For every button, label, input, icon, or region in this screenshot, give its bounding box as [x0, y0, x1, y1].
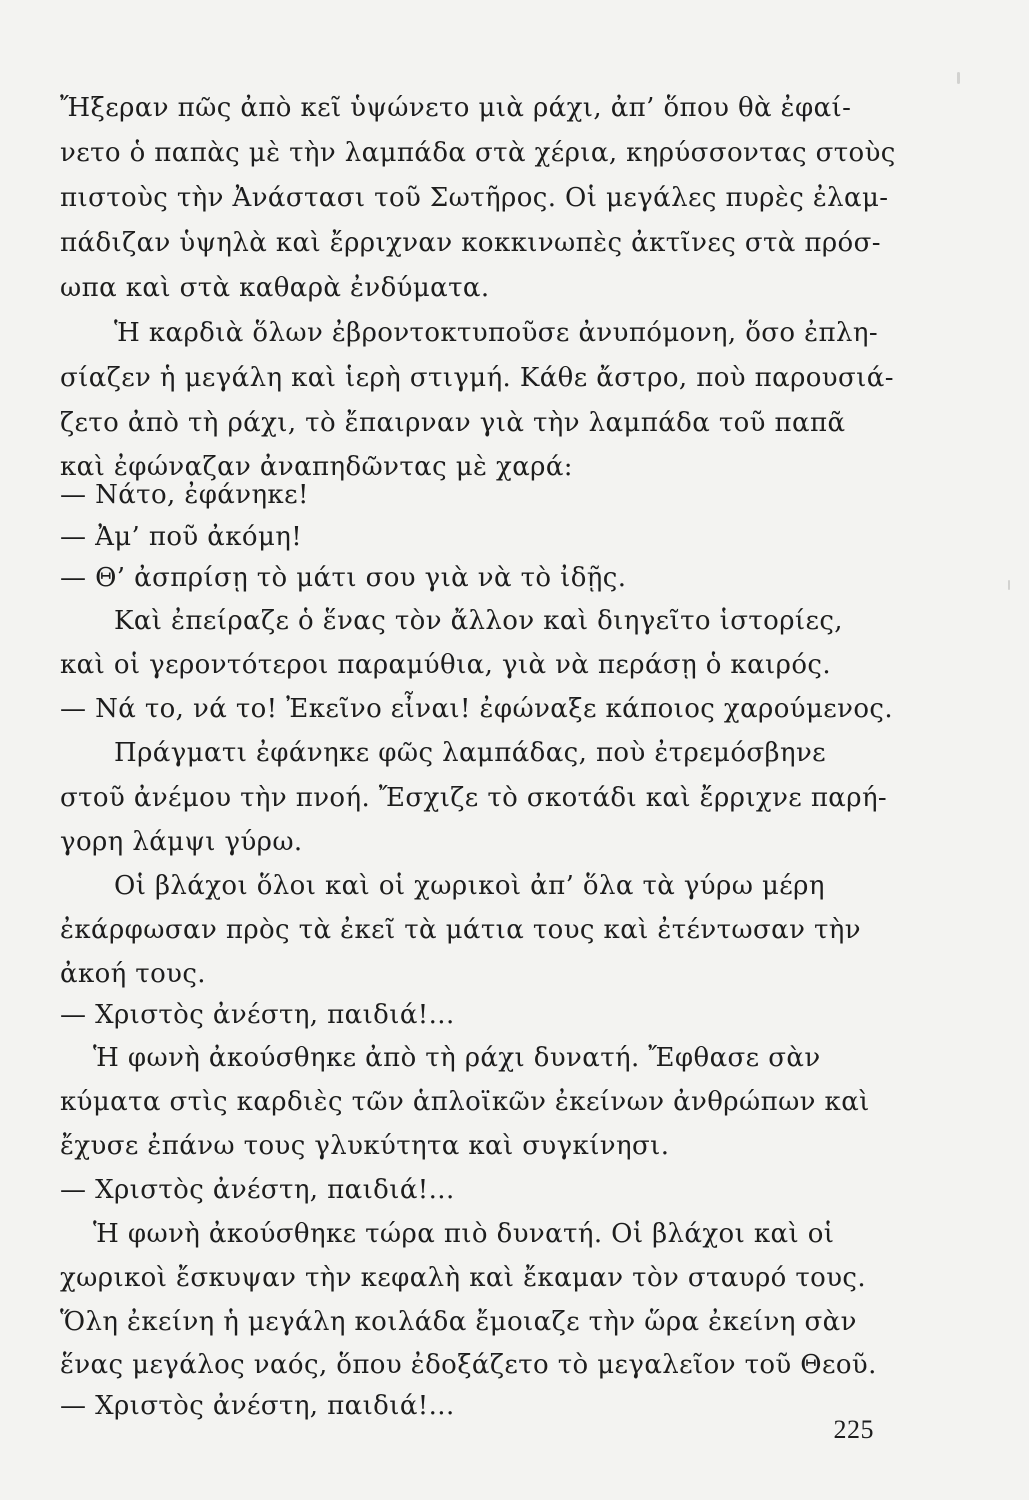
text-line: Ἡ φωνὴ ἀκούσθηκε τώρα πιὸ δυνατή. Οἱ βλάχοι καὶ οἱ	[93, 1219, 835, 1249]
text-line: — Θ’ ἀσπρίσῃ τὸ μάτι σου γιὰ νὰ τὸ ἰδῇς.	[60, 563, 627, 593]
text-line: κύματα στὶς καρδιὲς τῶν ἁπλοϊκῶν ἐκείνων ἀνθρώπων καὶ	[60, 1087, 870, 1117]
text-line: ζετο ἀπὸ τὴ ράχι, τὸ ἔπαιρναν γιὰ τὴν λαμπάδα τοῦ παπᾶ	[60, 408, 846, 438]
text-line: πιστοὺς τὴν Ἀνάστασι τοῦ Σωτῆρος. Οἱ μεγάλες πυρὲς ἐλαμ-	[60, 183, 889, 213]
text-line: ἐκάρφωσαν πρὸς τὰ ἐκεῖ τὰ μάτια τους καὶ ἐτέντωσαν τὴν	[60, 915, 861, 945]
text-line: Ἡ φωνὴ ἀκούσθηκε ἀπὸ τὴ ράχι δυνατή. Ἔφθασε σὰν	[93, 1043, 821, 1073]
text-line: Καὶ ἐπείραζε ὁ ἕνας τὸν ἄλλον καὶ διηγεῖτο ἱστορίες,	[114, 606, 843, 636]
text-line: Οἱ βλάχοι ὅλοι καὶ οἱ χωρικοὶ ἀπ’ ὅλα τὰ γύρω μέρη	[114, 871, 825, 901]
text-line: Ἡ καρδιὰ ὅλων ἐβροντοκτυποῦσε ἀνυπόμονη, ὅσο ἐπλη-	[114, 318, 879, 348]
text-line: Πράγματι ἐφάνηκε φῶς λαμπάδας, ποὺ ἐτρεμόσβηνε	[114, 738, 827, 768]
scan-edge-mark	[1008, 580, 1010, 590]
text-line: ωπα καὶ στὰ καθαρὰ ἐνδύματα.	[60, 273, 490, 303]
scan-edge-mark	[957, 72, 960, 84]
text-line: καὶ οἱ γεροντότεροι παραμύθια, γιὰ νὰ περάσῃ ὁ καιρός.	[60, 650, 832, 680]
text-line: ἔχυσε ἐπάνω τους γλυκύτητα καὶ συγκίνησι.	[60, 1131, 670, 1161]
text-line: ἕνας μεγάλος ναός, ὅπου ἐδοξάζετο τὸ μεγαλεῖον τοῦ Θεοῦ.	[60, 1350, 877, 1380]
text-line: Ὅλη ἐκείνη ἡ μεγάλη κοιλάδα ἔμοιαζε τὴν ὥρα ἐκείνη σὰν	[60, 1307, 857, 1337]
text-line: πάδιζαν ὑψηλὰ καὶ ἔρριχναν κοκκινωπὲς ἀκτῖνες στὰ πρόσ-	[60, 228, 881, 258]
text-line: στοῦ ἀνέμου τὴν πνοή. Ἔσχιζε τὸ σκοτάδι καὶ ἔρριχνε παρή-	[60, 783, 888, 813]
text-line: — Νάτο, ἐφάνηκε!	[60, 480, 309, 510]
text-line: σίαζεν ἡ μεγάλη καὶ ἱερὴ στιγμή. Κάθε ἄστρο, ποὺ παρουσιά-	[60, 363, 894, 393]
text-line: — Χριστὸς ἀνέστη, παιδιά!...	[60, 1391, 455, 1421]
page-number: 225	[833, 1415, 874, 1444]
text-line: καὶ ἐφώναζαν ἀναπηδῶντας μὲ χαρά:	[60, 452, 573, 482]
text-line: νετο ὁ παπὰς μὲ τὴν λαμπάδα στὰ χέρια, κηρύσσοντας στοὺς	[60, 138, 896, 168]
text-line: — Χριστὸς ἀνέστη, παιδιά!...	[60, 1175, 455, 1205]
text-line: — Νά το, νά το! Ἐκεῖνο εἶναι! ἐφώναξε κάποιος χαρούμενος.	[60, 694, 894, 724]
text-line: χωρικοὶ ἔσκυψαν τὴν κεφαλὴ καὶ ἔκαμαν τὸν σταυρό τους.	[60, 1263, 867, 1293]
text-line: Ἤξεραν πῶς ἀπὸ κεῖ ὑψώνετο μιὰ ράχι, ἀπ’ ὅπου θὰ ἐφαί-	[60, 93, 852, 123]
text-line: ἀκοή τους.	[60, 959, 206, 989]
text-line: — Ἀμ’ ποῦ ἀκόμη!	[60, 522, 303, 552]
text-line: γορη λάμψι γύρω.	[60, 827, 303, 857]
text-line: — Χριστὸς ἀνέστη, παιδιά!...	[60, 1000, 455, 1030]
